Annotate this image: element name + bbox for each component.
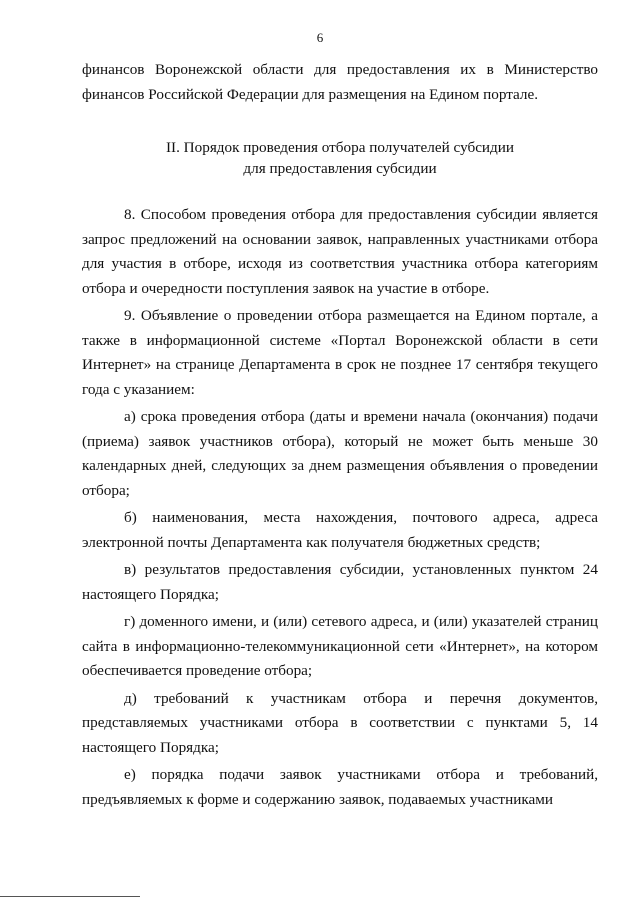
page-number: 6 [316, 30, 324, 45]
subitem-v: в) результатов предоставления субсидии, установленных пунктом 24 настоящего Порядка; [82, 561, 598, 603]
subitem-g: г) доменного имени, и (или) сетевого адреса, и (или) указателей страниц сайта в информационно-телекоммуникационной сети «Интернет», на котором обеспечивается проведение отбора; [82, 613, 598, 679]
subitem-d: д) требований к участникам отбора и перечня документов, представляемых участниками отбора в соответствии с пунктами 5, 14 настоящего Порядка; [82, 689, 598, 756]
subitem-a: а) срока проведения отбора (даты и времени начала (окончания) подачи (приема) заявок участников отбора), который не может быть меньше 30 календарных дней, следующих за днем размещения объявления о проведении отбора; [82, 408, 598, 499]
paragraph-8: 8. Способом проведения отбора для предоставления субсидии является запрос предложений на основании заявок, направленных участниками отбора для участия в отборе, исходя из соответствия участника отбора категориям отбора и очередности поступления заявок на участие в отборе. [82, 206, 598, 297]
subitem-b: б) наименования, места нахождения, почтового адреса, адреса электронной почты Департамента как получателя бюджетных средств; [82, 509, 598, 551]
section-heading-line-1: II. Порядок проведения отбора получателей субсидии [165, 139, 515, 156]
continuation-paragraph: финансов Воронежской области для предоставления их в Министерство финансов Российской Федерации для размещения на Едином портале. [82, 61, 598, 103]
paragraph-9: 9. Объявление о проведении отбора размещается на Едином портале, а также в информационной системе «Портал Воронежской области в сети Интернет» на странице Департамента в срок не позднее 17 сентября текущего года с указанием: [82, 307, 598, 398]
section-heading [82, 137, 598, 179]
document-body [82, 58, 598, 812]
subitem-e: е) порядка подачи заявок участниками отбора и требований, предъявляемых к форме и содержанию заявок, подаваемых участниками [82, 766, 598, 808]
bottom-rule [0, 896, 140, 897]
section-heading-line-2: для предоставления субсидии [243, 160, 437, 177]
